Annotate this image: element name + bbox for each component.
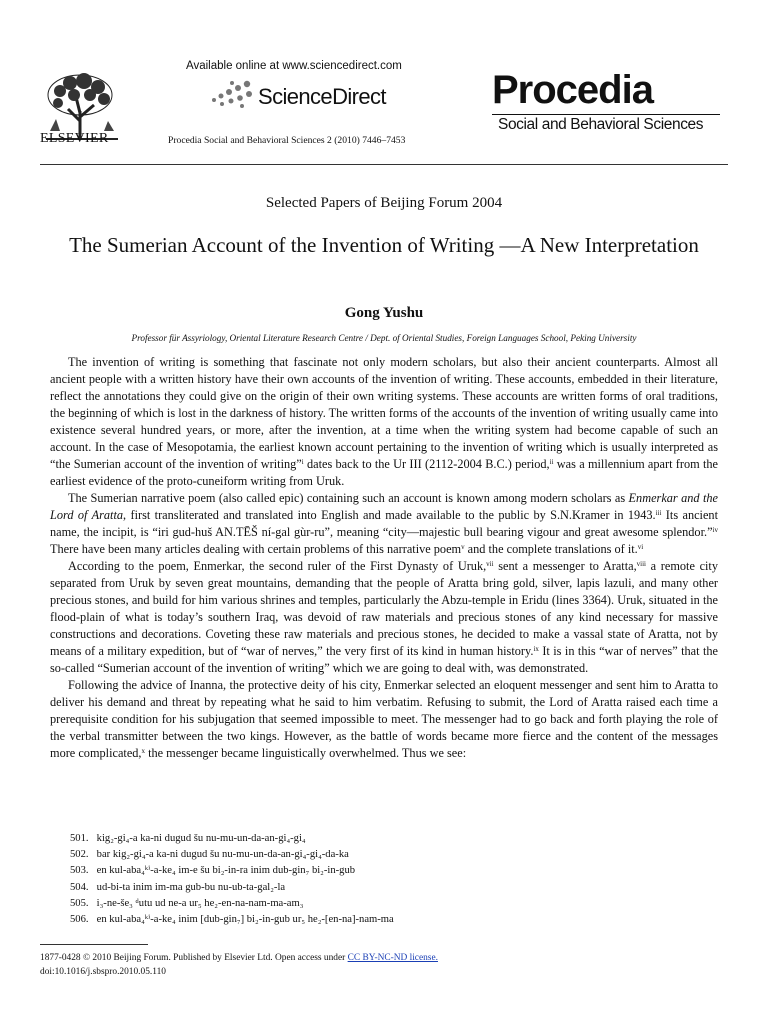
line-text: ud-bi-ta inim im-ma gub-bu nu-ub-ta-gal₂-la xyxy=(96,881,286,893)
text-run: dates back to the Ur III (2112-2004 B.C.) period, xyxy=(303,457,550,471)
footer xyxy=(40,951,438,979)
sciencedirect-dots-icon xyxy=(208,78,256,108)
procedia-wordmark: Procedia xyxy=(492,68,653,112)
footnote-marker[interactable]: vi xyxy=(637,543,644,551)
text-run: was a millennium apart from the earliest evidence of the proto-cuneiform writing from Uruk. xyxy=(50,457,718,488)
text-run: and the complete translations of it. xyxy=(464,542,638,556)
series-name: Selected Papers of Beijing Forum 2004 xyxy=(265,195,503,211)
license-link[interactable]: CC BY-NC-ND license. xyxy=(347,953,438,963)
footer-divider xyxy=(40,944,148,945)
line-text: i₃-ne-še₃ ᵈutu ud ne-a ur₅ he₂-en-na-nam-ma-am₃ xyxy=(96,897,304,909)
footnote-marker[interactable]: ii xyxy=(549,458,554,466)
text-run: sent a messenger to Aratta, xyxy=(493,559,637,573)
paragraph xyxy=(50,490,718,558)
line-number: 504. xyxy=(70,881,89,893)
transliteration-line xyxy=(70,896,394,912)
line-number: 502. xyxy=(70,849,89,861)
paragraph xyxy=(50,677,718,762)
line-text: bar kig₂-gi₄-a ka-ni dugud šu nu-mu-un-da-an-gi₄-gi₄-da-ka xyxy=(96,849,349,861)
text-run: There have been many articles dealing with certain problems of this narrative poem xyxy=(50,542,462,556)
line-number: 505. xyxy=(70,897,89,909)
copyright-line xyxy=(40,951,438,965)
line-number: 506. xyxy=(70,914,89,926)
text-run: , first transliterated and translated into English and made available to the public by S.N.Kramer in 1943. xyxy=(123,508,656,522)
line-number: 503. xyxy=(70,865,89,877)
transliteration-line xyxy=(70,912,394,928)
open-access-text: Open access under xyxy=(272,953,348,963)
text-run: The Sumerian narrative poem (also called epic) containing such an account is known among modern scholars as xyxy=(68,491,629,505)
procedia-divider xyxy=(492,114,720,115)
line-number: 501. xyxy=(70,833,89,844)
author-name: Gong Yushu xyxy=(344,305,424,321)
transliteration-list xyxy=(70,831,394,928)
text-run: Its ancient name, the incipit, is “iri gud-huš AN.TĒŠ ní-gal gùr-ru”, meaning “city—majestic bull bearing vigour and great awesome splendor.” xyxy=(50,508,718,539)
text-run: Following the advice of Inanna, the protective deity of his city, Enmerkar selected an eloquent messenger and sent him to Aratta to deliver his demand and threat by repeating what he said to him verbatim. Refusing to submit, the Lord of Aratta raised each time a prerequisite condition for his subjugation that seemed impossible to meet. The messenger had to go back and forth playing the role of the verbal transmitter between the two kings. However, as the battle of words became more fierce and the content of the messages more complicated, xyxy=(50,678,718,760)
transliteration-line xyxy=(70,880,394,896)
author-affiliation: Professor für Assyriology, Oriental Literature Research Centre / Dept. of Oriental Studies, Foreign Languages School, Peking University xyxy=(131,333,637,343)
doi-line[interactable]: doi:10.1016/j.sbspro.2010.05.110 xyxy=(40,967,166,977)
line-text: en kul-aba₄ᵏⁱ-a-ke₄ im-e šu bi₂-in-ra inim dub-gin₇ bi₂-in-gub xyxy=(96,865,356,877)
text-run: It is in this “war of nerves” that the so-called “Sumerian account of the invention of writing” which we are going to deal with, was demonstrated. xyxy=(50,644,718,675)
footnote-marker[interactable]: i xyxy=(301,458,304,466)
footnote-marker[interactable]: ix xyxy=(533,645,539,653)
paragraph xyxy=(50,558,718,677)
transliteration-line xyxy=(70,863,394,879)
footnote-marker[interactable]: x xyxy=(141,747,146,755)
transliteration-line xyxy=(70,847,394,863)
footnote-marker[interactable]: vii xyxy=(486,560,494,568)
procedia-subtitle: Social and Behavioral Sciences xyxy=(498,116,704,133)
footnote-marker[interactable]: v xyxy=(461,543,465,551)
transliteration-line xyxy=(70,831,394,847)
text-run: a remote city separated from Uruk by seven great mountains, demanding that the people of Aratta bring gold, silver, lapis lazuli, and many other precious stones, and build for him various shrines and temples, particularly the Abzu-temple in Eridu (lines 3364). Uruk, situated in the flood-plain of what is today’s southern Iraq, was devoid of raw materials and precious stones of any kind necessary for massive constructions and decorations. Coveting these raw materials and precious stones, he decided to make a vassal state of Aratta, not by means of a military expedition, but of “war of nerves,” the very first of its kind in human history. xyxy=(50,559,719,658)
text-run: According to the poem, Enmerkar, the second ruler of the First Dynasty of Uruk, xyxy=(68,559,487,573)
issn-copyright: 1877-0428 © 2010 Beijing Forum. Published by Elsevier Ltd. xyxy=(40,953,273,963)
line-text: en kul-aba₄ᵏⁱ-a-ke₄ inim [dub-gin₇] bi₂-in-gub ur₅ he₂-[en-na]-nam-ma xyxy=(96,914,394,926)
journal-reference: Procedia Social and Behavioral Sciences 2 (2010) 7446–7453 xyxy=(168,135,406,146)
article-body xyxy=(50,354,718,762)
footnote-marker[interactable]: viii xyxy=(636,560,647,568)
publisher-name: ELSEVIER xyxy=(40,131,109,146)
header-divider xyxy=(40,164,728,165)
paragraph xyxy=(50,354,718,490)
footnote-marker[interactable]: iii xyxy=(655,509,662,517)
sciencedirect-wordmark: ScienceDirect xyxy=(258,84,386,109)
text-run: The invention of writing is something that fascinate not only modern scholars, but also their ancient counterparts. Almost all ancient people with a written history have their own accounts of the invention of writing. These accounts, embedded in their literature, reflect the annotations they could give on the origin of their own writing systems. These accounts are written forms of oral traditions, the beginning of which is lost in the darkness of history. The written forms of the accounts of the invention of writing usually came into existence several hundred years, or more, after the invention, at a time when the writing system had become capable of such an account. In the case of Mesopotamia, the earliest known account pertaining to the invention of writing which is usually interpreted as “the Sumerian account of the invention of writing” xyxy=(50,355,718,471)
footnote-marker[interactable]: iv xyxy=(712,526,718,534)
text-run: the messenger became linguistically overwhelmed. Thus we see: xyxy=(145,746,467,760)
article-title: The Sumerian Account of the Invention of Writing —A New Interpretation xyxy=(69,233,699,257)
line-text: kig₂-gi₄-a ka-ni dugud šu nu-mu-un-da-an-gi₄-gi₄ xyxy=(96,833,306,844)
available-online-text: Available online at www.sciencedirect.com xyxy=(186,60,402,72)
work-title: Enmerkar and the Lord of Aratta xyxy=(50,491,718,522)
